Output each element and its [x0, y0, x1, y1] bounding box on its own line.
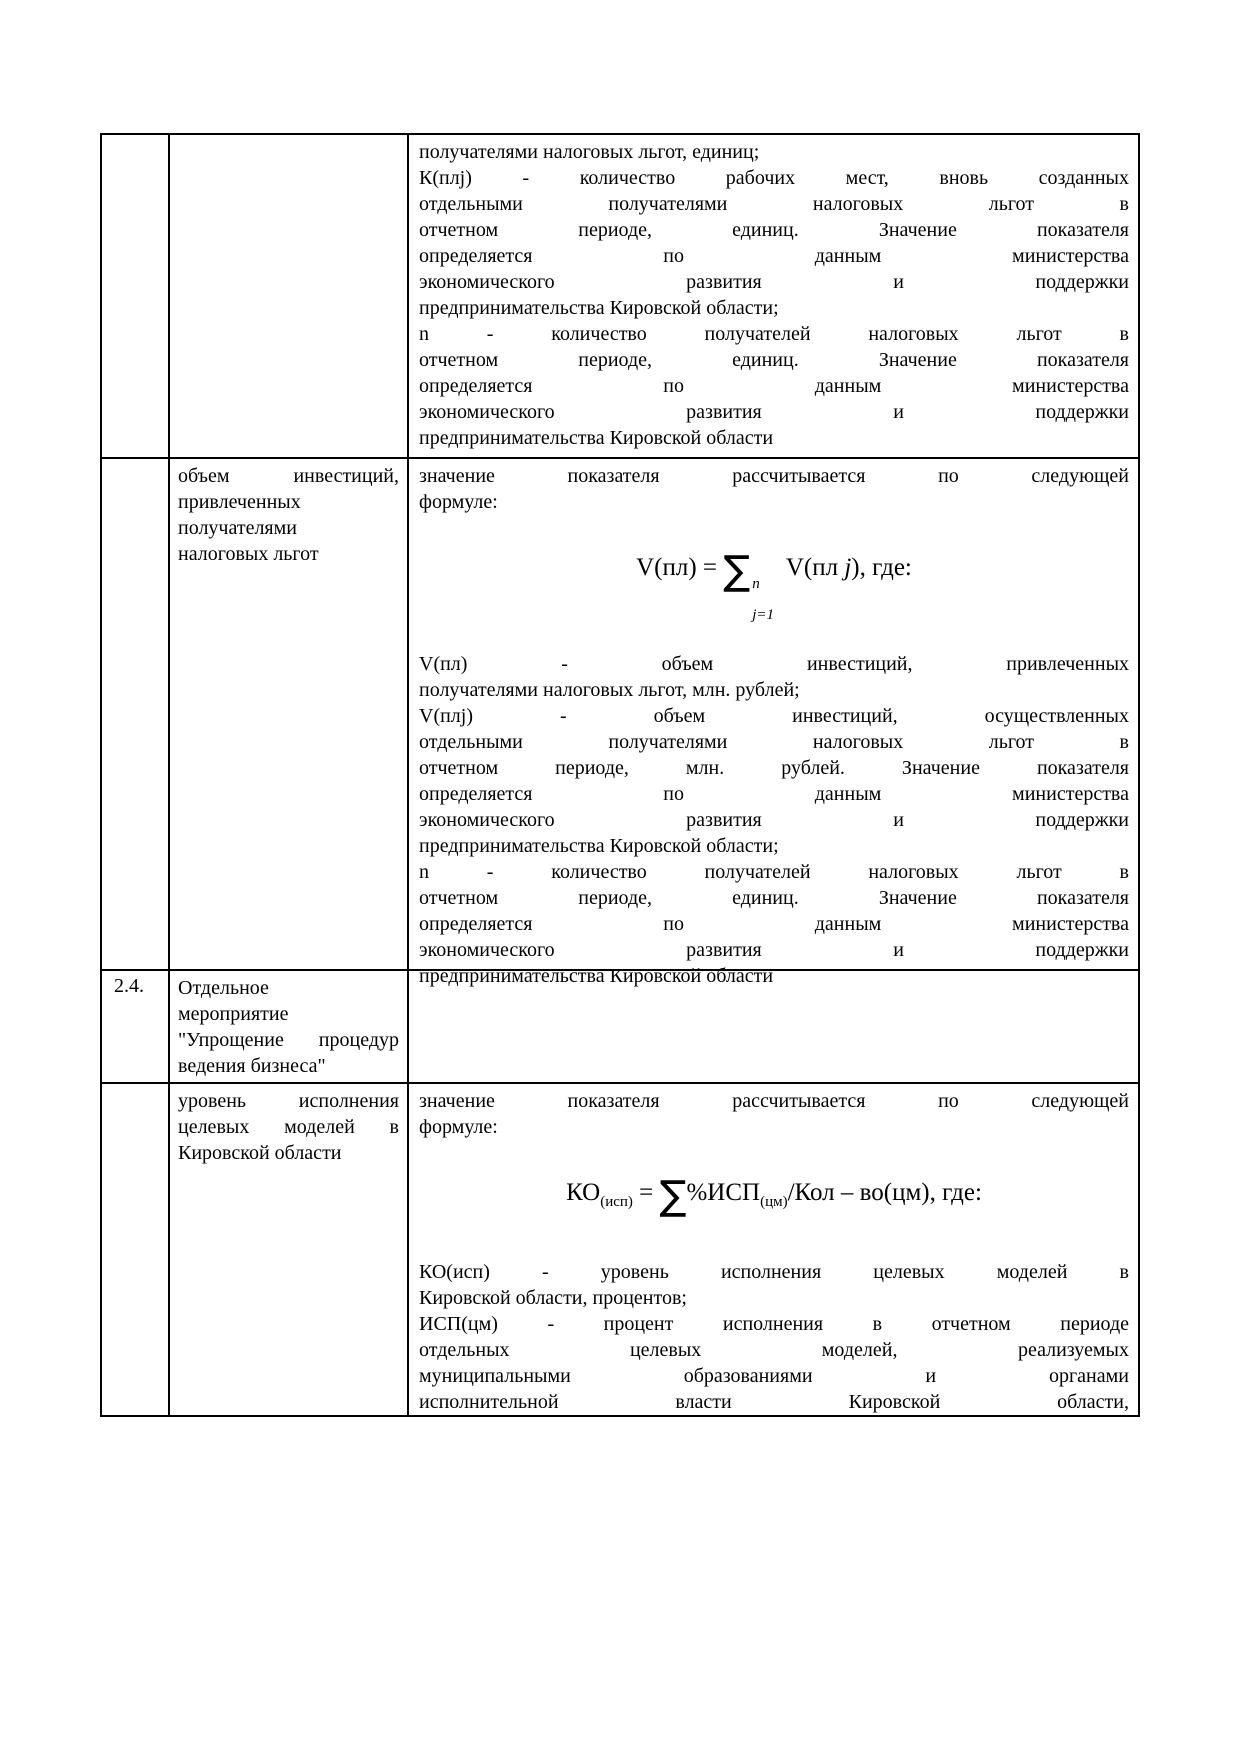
cell-indicator-name — [170, 459, 409, 969]
text-line: исполнительной власти Кировской области, — [419, 1391, 1129, 1413]
sum-icon: ∑ — [723, 548, 751, 595]
text-line: предпринимательства Кировской области — [419, 427, 774, 449]
cell-description — [409, 1084, 1138, 1415]
cell-indicator-name — [170, 135, 409, 457]
formula-isp-subscript: (цм) — [760, 1194, 788, 1210]
text-line: К(плj) - количество рабочих мест, вновь созданных — [419, 167, 1129, 189]
table-row-2-4 — [102, 971, 1138, 1084]
formula-investments-sum — [419, 539, 1129, 623]
text-line: получателями — [178, 517, 297, 540]
paragraph — [419, 1259, 1129, 1311]
sum-limits — [752, 577, 774, 623]
cell-description — [409, 971, 1138, 1082]
cell-indicator-name — [170, 971, 409, 1082]
text-line: определяется по данным министерства — [419, 783, 1129, 806]
paragraph — [419, 703, 1129, 859]
sum-upper-limit: n — [752, 576, 760, 593]
text-line: отдельных целевых моделей, реализуемых — [419, 1339, 1129, 1361]
paragraph — [419, 165, 1129, 321]
text-line: отчетном периоде, единиц. Значение показателя — [419, 349, 1129, 371]
cell-number: 2.4. — [102, 971, 170, 1082]
formula-rest: /Кол – во(цм), где: — [787, 1179, 982, 1206]
text-line: отчетном периоде, млн. рублей. Значение показателя — [419, 757, 1129, 780]
cell-description — [409, 135, 1138, 457]
text-line: определяется по данным министерства — [419, 375, 1129, 397]
text-line: КО(исп) - уровень исполнения целевых моделей в — [419, 1261, 1129, 1283]
cell-indicator-name — [170, 1084, 409, 1415]
text-line: n - количество получателей налоговых льгот в — [419, 861, 1129, 884]
text-line: определяется по данным министерства — [419, 245, 1129, 267]
text-line: формуле: — [419, 491, 498, 514]
paragraph — [419, 859, 1129, 989]
formula-lhs: V(пл) = — [636, 554, 718, 582]
text-line: формуле: — [419, 1116, 498, 1138]
sum-icon: ∑ — [659, 1173, 687, 1219]
text-line: привлеченных — [178, 491, 301, 514]
table-row-continuation — [102, 135, 1138, 459]
text-line: предпринимательства Кировской области; — [419, 835, 779, 858]
text-line: отдельными получателями налоговых льгот в — [419, 731, 1129, 754]
paragraph — [419, 463, 1129, 515]
text-line: уровень исполнения — [178, 1090, 399, 1112]
text-line: муниципальными образованиями и органами — [419, 1365, 1129, 1387]
text-line: V(плj) - объем инвестиций, осуществленных — [419, 705, 1129, 728]
text-line: значение показателя рассчитывается по следующей — [419, 1090, 1129, 1112]
text-line: экономического развития и поддержки — [419, 809, 1129, 832]
equals-sign: = — [639, 1179, 654, 1206]
text-line: Кировской области, процентов; — [419, 1287, 687, 1309]
text-line: n - количество получателей налоговых льгот в — [419, 323, 1129, 345]
text-line: отдельными получателями налоговых льгот в — [419, 193, 1129, 215]
indicators-table — [100, 133, 1140, 1417]
formula-isp-base: %ИСП — [686, 1179, 761, 1206]
formula-rhs: V(пл j), где: — [785, 554, 912, 582]
text-line: ИСП(цм) - процент исполнения в отчетном периоде — [419, 1313, 1129, 1335]
text-line: определяется по данным министерства — [419, 913, 1129, 936]
paragraph — [419, 321, 1129, 451]
text-line: Кировской области — [178, 1142, 342, 1164]
text-line: получателями налоговых льгот, единиц; — [419, 141, 760, 163]
cell-description — [409, 459, 1138, 988]
text-line: мероприятие — [178, 1003, 289, 1026]
text-line: значение показателя рассчитывается по следующей — [419, 465, 1129, 488]
text-line: ведения бизнеса" — [178, 1055, 326, 1078]
formula-lhs-base: КО — [566, 1179, 601, 1206]
text-line: экономического развития и поддержки — [419, 401, 1129, 423]
text-line: предпринимательства Кировской области; — [419, 297, 779, 319]
table-row-target-models — [102, 1084, 1138, 1415]
text-line: "Упрощение процедур — [178, 1029, 399, 1052]
sum-lower-limit: j=1 — [752, 607, 775, 624]
text-line: экономического развития и поддержки — [419, 939, 1129, 962]
text-line: отчетном периоде, единиц. Значение показателя — [419, 887, 1129, 910]
text-line: получателями налоговых льгот, млн. рублей; — [419, 679, 800, 702]
text-line: экономического развития и поддержки — [419, 271, 1129, 293]
text-line: целевых моделей в — [178, 1116, 399, 1138]
paragraph — [419, 139, 1129, 165]
text-line: предпринимательства Кировской области — [419, 965, 774, 988]
text-line: Отдельное — [178, 977, 269, 1000]
paragraph — [419, 1311, 1129, 1415]
text-line: V(пл) - объем инвестиций, привлеченных — [419, 653, 1129, 676]
formula-target-models — [419, 1164, 1129, 1231]
text-line: отчетном периоде, единиц. Значение показателя — [419, 219, 1129, 241]
formula-variable-j: j — [844, 554, 852, 582]
paragraph — [419, 1088, 1129, 1140]
text-line: объем инвестиций, — [178, 465, 399, 488]
cell-number — [102, 459, 170, 969]
cell-number — [102, 135, 170, 457]
cell-number — [102, 1084, 170, 1415]
formula-lhs-subscript: (исп) — [600, 1194, 633, 1210]
text-line: налоговых льгот — [178, 543, 319, 566]
paragraph — [419, 651, 1129, 703]
